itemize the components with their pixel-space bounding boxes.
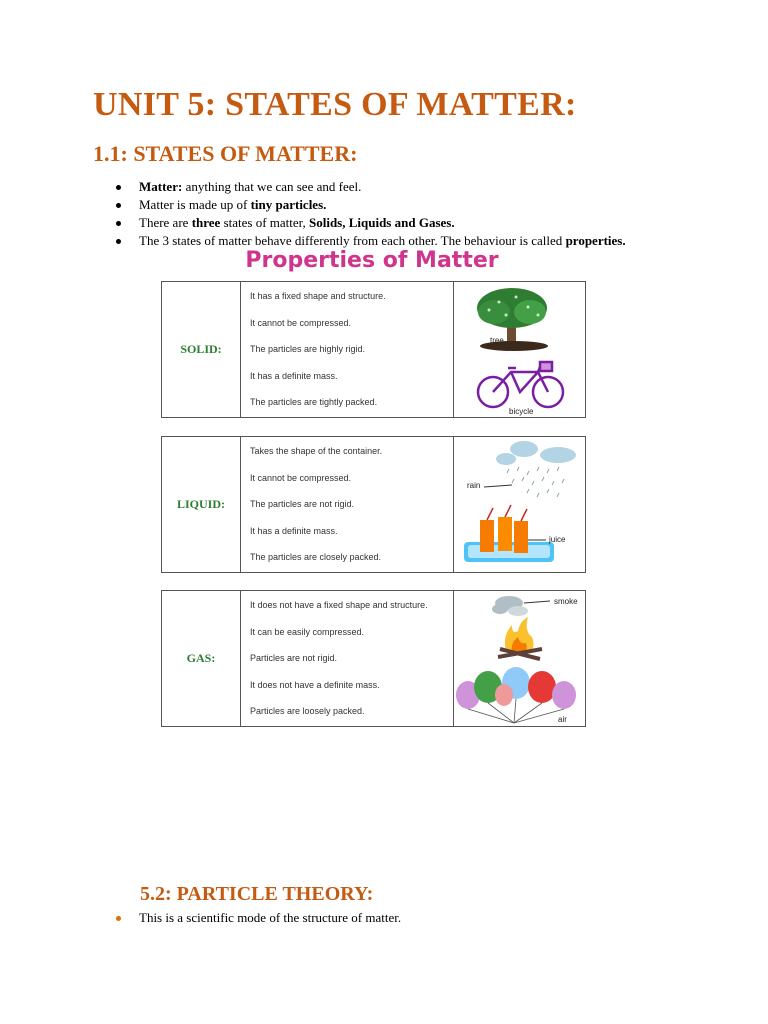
- bullet-text-run: Matter:: [139, 179, 183, 194]
- rain-label: rain: [467, 481, 481, 490]
- juice-label: juice: [549, 535, 566, 544]
- bicycle-label: bicycle: [509, 407, 534, 416]
- fact-item: It can be easily compressed.: [250, 626, 365, 637]
- fact-item: Particles are loosely packed.: [250, 706, 365, 716]
- list-item: This is a scientific mode of the structure of matter.: [116, 909, 401, 927]
- fact-item: Takes the shape of the container.: [250, 446, 383, 456]
- fire-image: [498, 617, 542, 659]
- gas-illustration: [454, 591, 585, 726]
- fact-item: It has a definite mass.: [250, 370, 338, 381]
- fact-item: It has a definite mass.: [250, 525, 338, 536]
- state-name-solid: SOLID:: [162, 282, 241, 417]
- liquid-row: [161, 436, 586, 573]
- list-item: [116, 196, 626, 214]
- particle-theory-bullet-list: [116, 909, 401, 927]
- smoke-image: [492, 596, 550, 616]
- solid-row: [161, 281, 586, 418]
- list-item: [116, 214, 626, 232]
- liquid-illustration: [454, 437, 585, 572]
- list-item: [116, 178, 626, 196]
- bullet-text-run: The 3 states of matter behave differently from each other. The behaviour is called: [139, 233, 566, 248]
- fact-item: It cannot be compressed.: [250, 317, 352, 328]
- solid-illustration: [454, 282, 585, 417]
- bullet-text-run: three: [191, 215, 221, 230]
- bullet-text-run: states of matter,: [220, 215, 309, 230]
- gas-facts: [241, 591, 454, 726]
- tree-label: tree: [490, 336, 504, 345]
- fact-item: It does not have a definite mass.: [250, 679, 380, 690]
- solid-facts: [241, 282, 454, 417]
- bullet-text-run: Matter is made up of: [139, 197, 251, 212]
- liquid-facts: [241, 437, 454, 572]
- state-name-liquid: LIQUID:: [162, 437, 241, 572]
- unit-title: UNIT 5: STATES OF MATTER:: [93, 86, 577, 123]
- gas-row: [161, 590, 586, 727]
- fact-item: The particles are highly rigid.: [250, 344, 366, 354]
- fact-item: It cannot be compressed.: [250, 472, 352, 483]
- smoke-label: smoke: [554, 597, 578, 606]
- fact-item: It does not have a fixed shape and structure.: [250, 600, 428, 610]
- fact-item: The particles are closely packed.: [250, 552, 382, 562]
- rain-cloud-image: [484, 441, 576, 497]
- fact-item: Particles are not rigid.: [250, 653, 338, 663]
- juice-image: [464, 505, 554, 562]
- bullet-text-run: There are: [139, 215, 192, 230]
- section-heading-states-of-matter: 1.1: STATES OF MATTER:: [93, 141, 358, 166]
- section-heading-particle-theory: 5.2: PARTICLE THEORY:: [140, 883, 374, 905]
- fact-item: It has a fixed shape and structure.: [250, 291, 386, 301]
- bullet-text-run: properties.: [565, 233, 626, 248]
- figure-title: Properties of Matter: [245, 248, 499, 273]
- bicycle-image: [478, 362, 563, 407]
- states-bullet-list: [116, 178, 626, 250]
- fact-item: The particles are not rigid.: [250, 499, 355, 509]
- bullet-text-run: Solids, Liquids and Gases.: [308, 215, 455, 230]
- tree-image: [477, 288, 548, 351]
- state-name-gas: GAS:: [162, 591, 241, 726]
- bullet-text-run: tiny particles.: [250, 197, 327, 212]
- bullet-text-run: anything that we can see and feel.: [182, 179, 362, 194]
- fact-item: The particles are tightly packed.: [250, 397, 378, 407]
- air-label: air: [558, 715, 567, 724]
